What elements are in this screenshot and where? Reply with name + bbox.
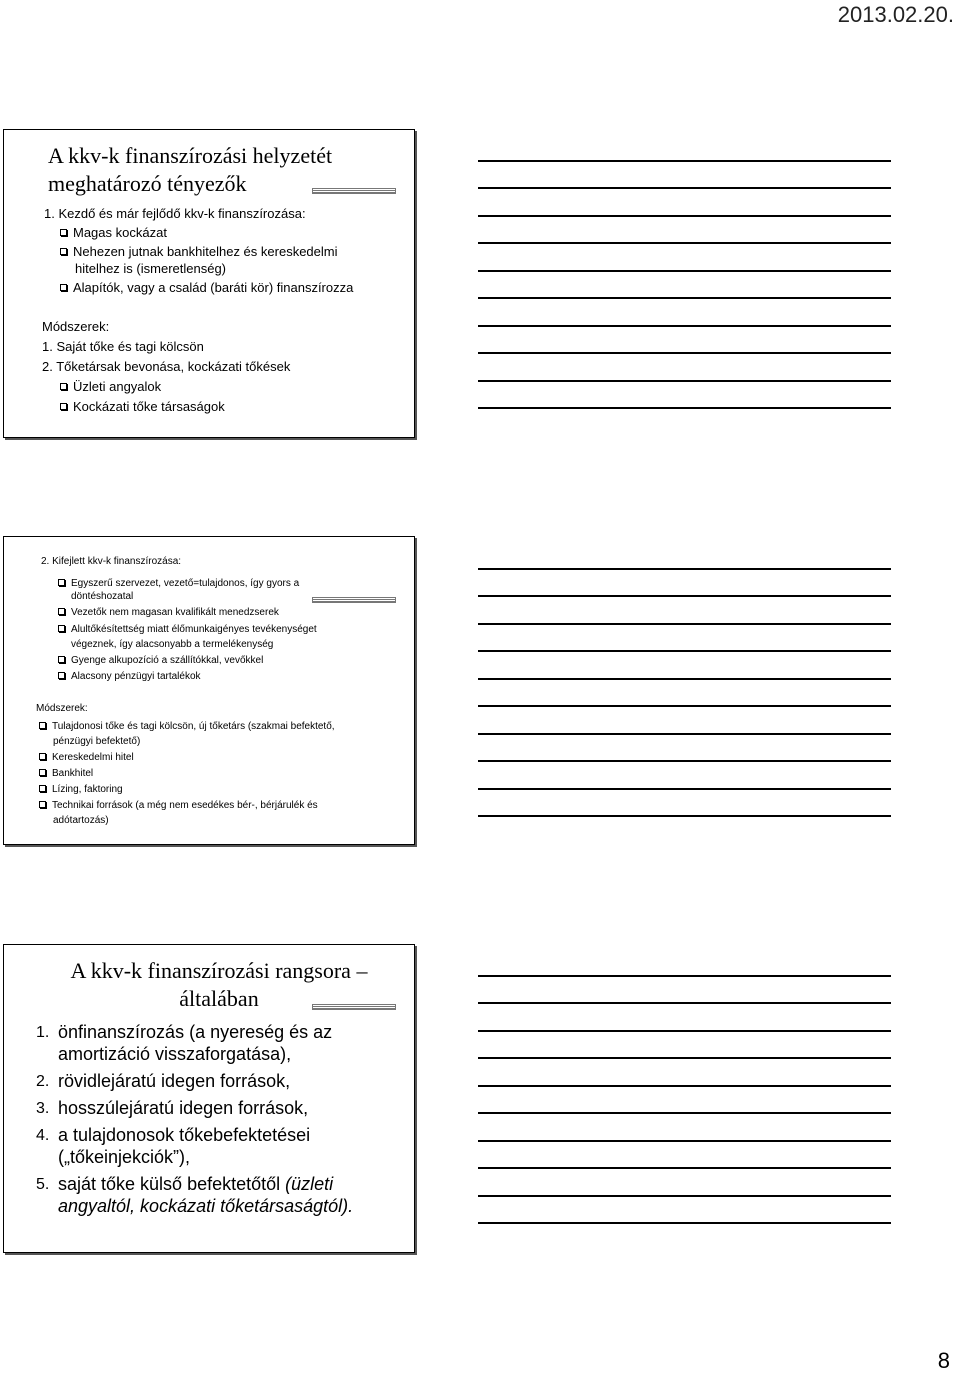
checkbox-bullet-icon xyxy=(58,608,65,615)
list-item: Tulajdonosi tőke és tagi kölcsön, új tőketárs (szakmai befektető, xyxy=(39,721,335,732)
list-item-continuation: hitelhez is (ismeretlenség) xyxy=(75,261,227,276)
checkbox-bullet-icon xyxy=(58,579,65,586)
list-item: Üzleti angyalok xyxy=(60,379,161,394)
rank-number: 5. xyxy=(36,1176,50,1193)
list-item: Technikai források (a még nem esedékes bér-, bérjárulék és xyxy=(39,800,318,811)
checkbox-bullet-icon xyxy=(60,248,67,255)
title-line-1: A kkv-k finanszírozási rangsora – xyxy=(70,958,368,983)
list-item-continuation: adótartozás) xyxy=(53,815,109,826)
checkbox-bullet-icon xyxy=(60,383,67,390)
checkbox-bullet-icon xyxy=(58,625,65,632)
list-item-continuation: döntéshozatal xyxy=(71,591,134,602)
print-date: 2013.02.20. xyxy=(837,2,954,27)
section-heading: 2. Kifejlett kkv-k finanszírozása: xyxy=(41,556,182,567)
list-item: Egyszerű szervezet, vezető=tulajdonos, így gyors a xyxy=(58,578,299,589)
rank-item: rövidlejáratú idegen források, xyxy=(58,1071,291,1091)
rank-item: önfinanszírozás (a nyereség és az xyxy=(58,1022,333,1042)
methods-heading: Módszerek: xyxy=(42,319,110,334)
methods-heading: Módszerek: xyxy=(36,703,88,714)
list-item-continuation: végeznek, így alacsonyabb a termelékenység xyxy=(71,639,274,650)
rank-item-continuation: amortizáció visszaforgatása), xyxy=(58,1044,292,1064)
list-item: Magas kockázat xyxy=(60,225,167,240)
title-line-2: meghatározó tényezők xyxy=(48,170,247,196)
slide-title xyxy=(34,957,404,1012)
checkbox-bullet-icon xyxy=(60,403,67,410)
list-item: Alacsony pénzügyi tartalékok xyxy=(58,671,201,682)
list-item: Gyenge alkupozíció a szállítókkal, vevőkkel xyxy=(58,655,263,666)
checkbox-bullet-icon xyxy=(39,801,46,808)
list-item: Lízing, faktoring xyxy=(39,784,123,795)
rank-number: 3. xyxy=(36,1100,50,1117)
section-heading: 1. Kezdő és már fejlődő kkv-k finanszírozása: xyxy=(44,206,306,221)
list-item: Bankhitel xyxy=(39,768,93,779)
title-decoration xyxy=(312,597,396,603)
list-item: Nehezen jutnak bankhitelhez és kereskedelmi xyxy=(60,244,338,259)
rank-number: 1. xyxy=(36,1024,50,1041)
slide-1 xyxy=(3,129,415,438)
rank-item-continuation: angyaltól, kockázati tőketársaságtól). xyxy=(58,1196,354,1216)
checkbox-bullet-icon xyxy=(58,672,65,679)
rank-item-continuation: („tőkeinjekciók”), xyxy=(58,1147,191,1167)
checkbox-bullet-icon xyxy=(39,769,46,776)
list-item-continuation: pénzügyi befektető) xyxy=(53,736,141,747)
list-item: Kereskedelmi hitel xyxy=(39,752,134,763)
rank-item: hosszúlejáratú idegen források, xyxy=(58,1098,309,1118)
slide-title xyxy=(48,142,332,197)
rank-number: 2. xyxy=(36,1073,50,1090)
method-item: 2. Tőketársak bevonása, kockázati tőkések xyxy=(42,359,291,374)
list-item: Vezetők nem magasan kvalifikált menedzserek xyxy=(58,607,279,618)
list-item: Kockázati tőke társaságok xyxy=(60,399,225,414)
checkbox-bullet-icon xyxy=(39,785,46,792)
rank-item: a tulajdonosok tőkebefektetései xyxy=(58,1125,311,1145)
checkbox-bullet-icon xyxy=(58,656,65,663)
checkbox-bullet-icon xyxy=(39,722,46,729)
method-item: 1. Saját tőke és tagi kölcsön xyxy=(42,339,204,354)
title-line-2: általában xyxy=(179,985,259,1011)
rank-number: 4. xyxy=(36,1127,50,1144)
slide-2 xyxy=(3,536,415,845)
list-item: Alapítók, vagy a család (baráti kör) finanszírozza xyxy=(60,280,353,295)
rank-item: saját tőke külső befektetőtől (üzleti xyxy=(58,1174,334,1194)
checkbox-bullet-icon xyxy=(60,284,67,291)
slide-3 xyxy=(3,944,415,1253)
checkbox-bullet-icon xyxy=(39,753,46,760)
checkbox-bullet-icon xyxy=(60,229,67,236)
page-number: 8 xyxy=(937,1348,950,1373)
title-line-1: A kkv-k finanszírozási helyzetét xyxy=(48,143,333,168)
list-item: Alultőkésítettség miatt élőmunkaigényes tevékenységet xyxy=(58,624,317,635)
